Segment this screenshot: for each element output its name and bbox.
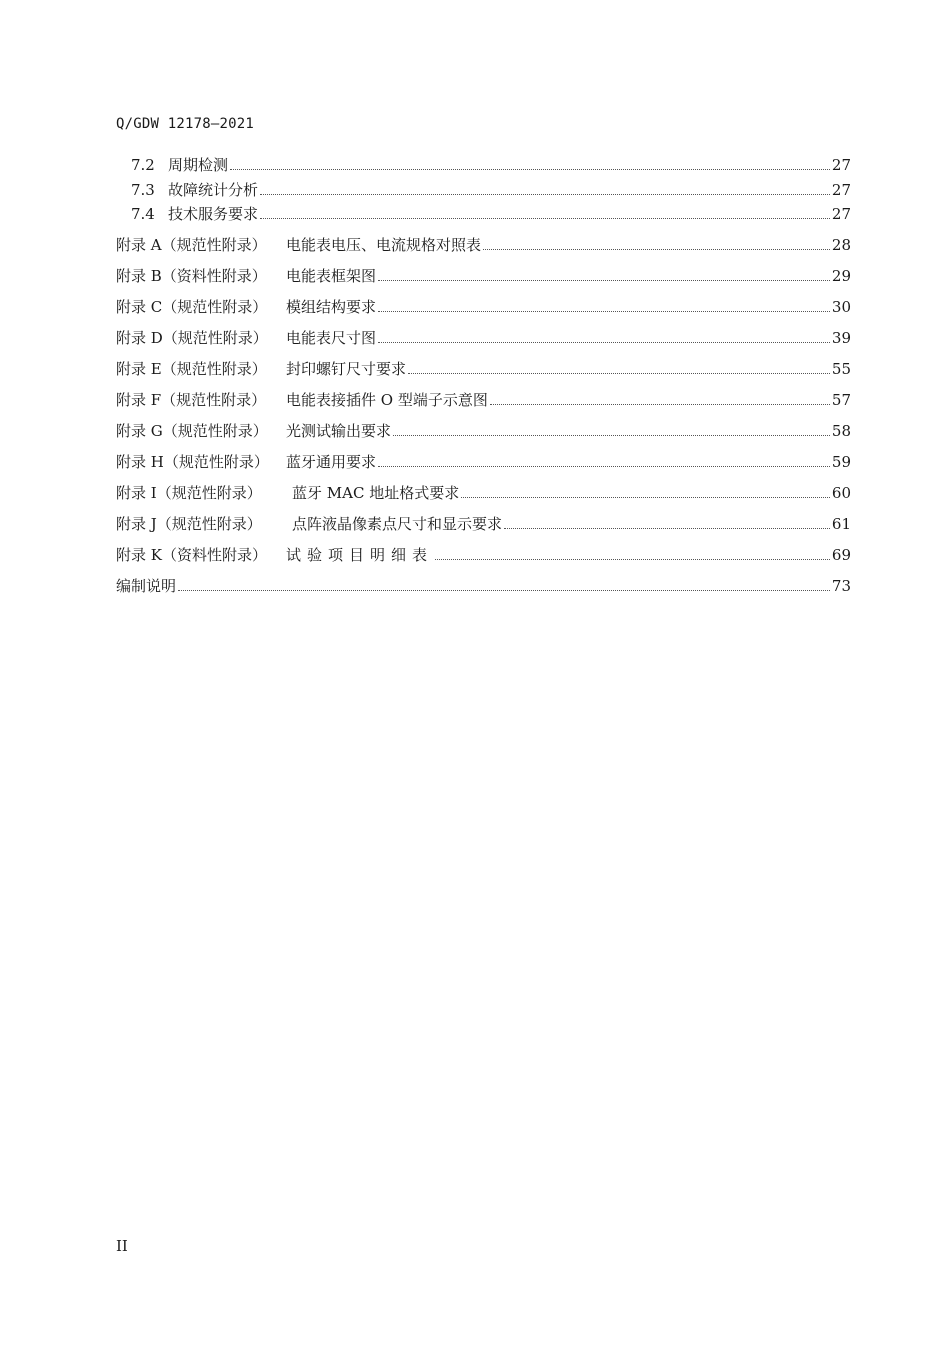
toc-entry-title: 编制说明 [116,577,177,595]
toc-entry-page: 27 [831,180,851,199]
toc-entry-page: 30 [831,298,851,316]
document-header [116,116,254,132]
toc-entry-page: 55 [831,360,851,378]
toc-entry-title: 电能表尺寸图 [286,329,377,347]
toc-entry-page: 61 [831,515,851,533]
toc-entry-title: 点阵液晶像素点尺寸和显示要求 [292,515,503,533]
toc-leader [393,435,830,436]
toc-entry-appendix-c[interactable] [116,296,851,327]
toc-entry-number: 7.4 [131,205,155,223]
toc-leader [461,497,830,498]
toc-entry-title: 蓝牙 MAC 地址格式要求 [292,484,460,502]
toc-entry-page: 69 [831,546,851,564]
toc-entry-title: 故障统计分析 [168,180,259,199]
toc-entry-title: 光测试输出要求 [286,422,392,440]
toc-entry-page: 59 [831,453,851,471]
toc-leader [378,311,830,312]
toc-entry-appendix-a[interactable] [116,234,851,265]
page-number: II [116,1237,128,1255]
document-id: Q/GDW 12178—2021 [116,116,255,132]
toc-leader [378,280,830,281]
toc-entry-appendix-g[interactable] [116,420,851,451]
toc-entry-title: 蓝牙通用要求 [286,453,377,471]
toc-entry-compilation-notes[interactable] [116,575,851,606]
toc-entry-page: 27 [831,156,851,174]
toc-entry-7-3[interactable] [116,179,851,204]
toc-entry-appendix-h[interactable] [116,451,851,482]
toc-entry-number: 7.3 [131,180,155,199]
appendix-label: 附录 B（资料性附录） [116,267,267,285]
appendix-label: 附录 D（规范性附录） [116,329,268,347]
toc-entry-page: 39 [831,329,851,347]
toc-entry-appendix-j[interactable] [116,513,851,544]
toc-leader [483,249,830,250]
toc-entry-title: 技术服务要求 [168,205,259,223]
appendix-label: 附录 K（资料性附录） [116,546,267,564]
appendix-label: 附录 F（规范性附录） [116,391,267,409]
toc-entry-page: 29 [831,267,851,285]
toc-entry-title: 试验项目明细表 [286,546,434,564]
toc-leader [408,373,830,374]
appendix-label: 附录 A（规范性附录） [116,236,267,254]
appendix-label: 附录 H（规范性附录） [116,453,269,471]
appendix-label: 附录 J（规范性附录） [116,515,262,533]
toc-leader [490,404,830,405]
toc-entry-appendix-d[interactable] [116,327,851,358]
toc-leader [435,559,830,560]
toc-leader [178,590,830,591]
toc-entry-number: 7.2 [131,156,155,174]
toc-entry-page: 28 [831,236,851,254]
appendix-label: 附录 C（规范性附录） [116,298,268,316]
toc-entry-7-4[interactable] [116,203,851,234]
toc-entry-appendix-b[interactable] [116,265,851,296]
toc-entry-title: 电能表框架图 [286,267,377,285]
toc-entry-page: 58 [831,422,851,440]
toc-entry-title: 电能表接插件 O 型端子示意图 [286,391,488,409]
toc-entry-title: 封印螺钉尺寸要求 [286,360,407,378]
toc-entry-title: 周期检测 [168,156,229,174]
toc-entry-page: 27 [831,205,851,223]
toc-entry-page: 57 [831,391,851,409]
appendix-label: 附录 G（规范性附录） [116,422,268,440]
toc-entry-page: 60 [831,484,851,502]
toc-entry-appendix-e[interactable] [116,358,851,389]
toc-leader [230,169,830,170]
toc-leader [260,218,830,219]
toc-leader [378,342,830,343]
appendix-label: 附录 I（规范性附录） [116,484,262,502]
toc-entry-appendix-f[interactable] [116,389,851,420]
toc-leader [504,528,830,529]
toc-leader [378,466,830,467]
page-footer [116,1237,128,1255]
toc-entry-title: 模组结构要求 [286,298,377,316]
toc-entry-appendix-k[interactable] [116,544,851,575]
appendix-label: 附录 E（规范性附录） [116,360,267,378]
toc-leader [260,194,830,195]
table-of-contents [116,154,851,606]
toc-entry-title: 电能表电压、电流规格对照表 [286,236,482,254]
toc-entry-7-2[interactable] [116,154,851,179]
toc-entry-appendix-i[interactable] [116,482,851,513]
toc-entry-page: 73 [831,577,851,595]
